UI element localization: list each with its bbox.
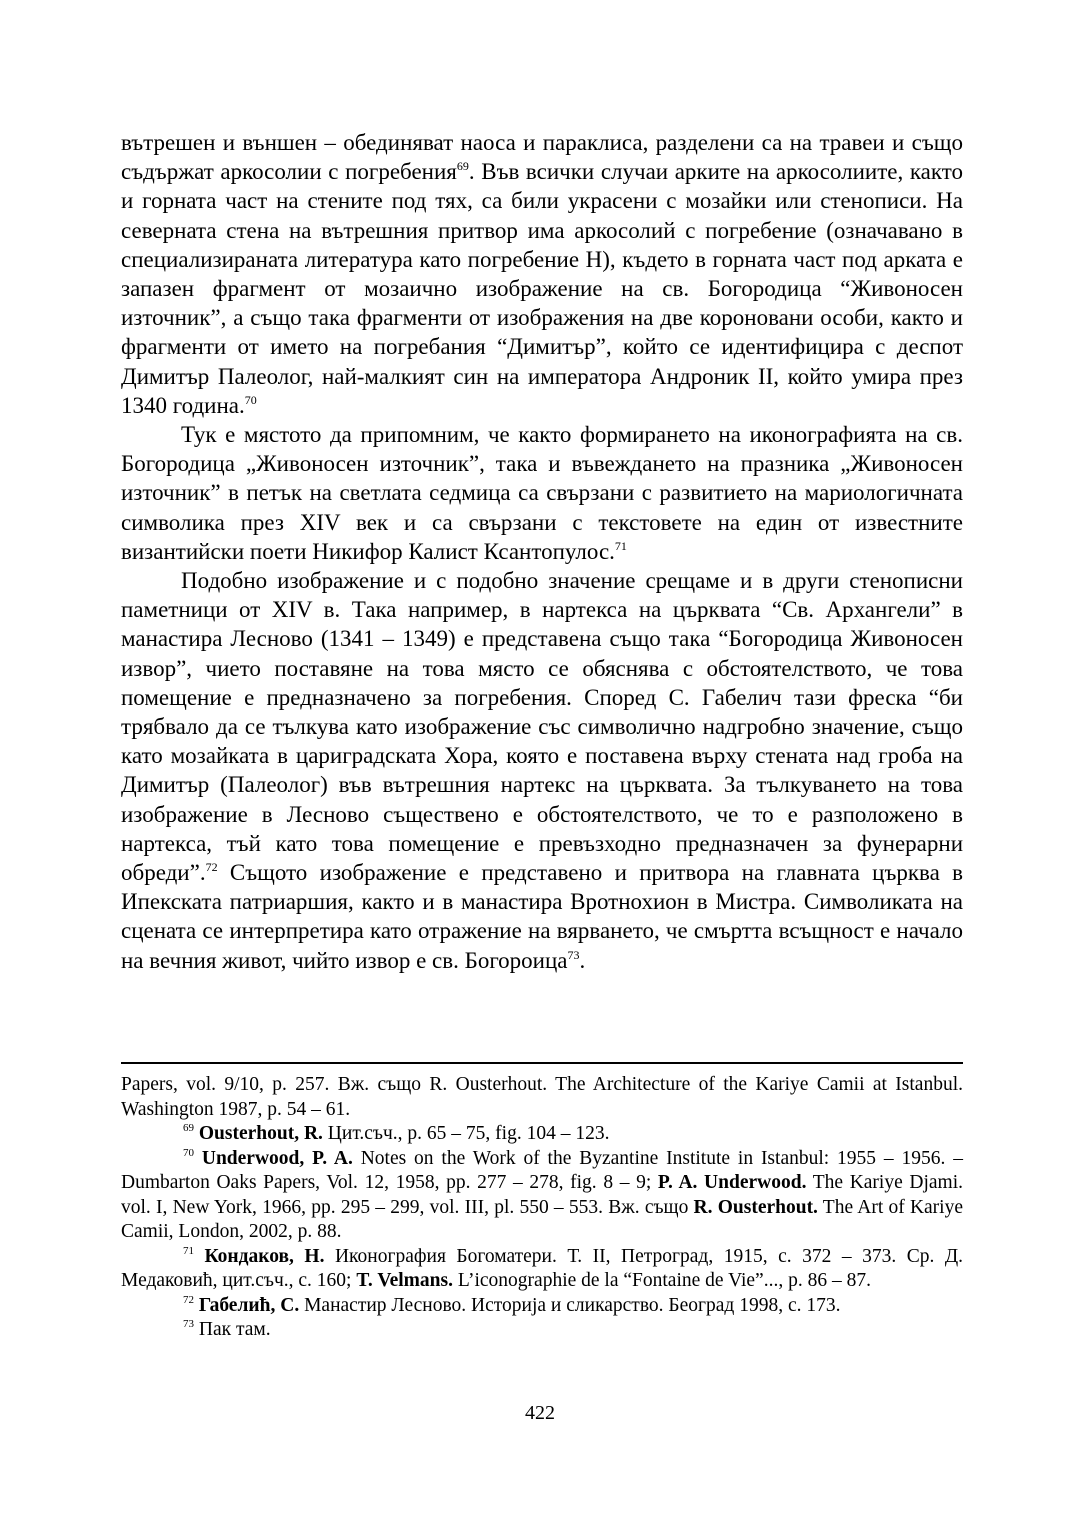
footnote-ref-73: 73 xyxy=(567,947,580,962)
paragraph-1: вътрешен и външен – обединяват наоса и параклиса, разделени са на травеи и също съдържат аркосолии с погребения$^{69}$. Във всички случаи арките на аркосолиите, както и горната част на стените под тях, са били украсени с мозайки или стенописи. На северната стена на вътрешния притвор има аркосолий с погребение (означавано в специализираната литература като погребение Н), където в горната част под арката е запазен фрагмент от мозаично изображение на св. Богородица “Живоносен източник”, а също така фрагменти от изображения на две короновани особи, както и фрагменти от името на погребания “Димитър”, който се идентифицира с деспот Димитър Палеолог, най-малкият син на императора Андроник II, който умира през 1340 година.$^{70}$ xyxy=(121,130,963,418)
main-text xyxy=(121,128,963,975)
footnote-continuation: Papers, vol. 9/10, p. 257. Вж. също R. Ousterhout. The Architecture of the Kariye Camii at Istanbul. Washington 1987, p. 54 – 61. xyxy=(121,1074,963,1120)
footnote-70: $^{70}$ Underwood, P. A. Notes on the Work of the Byzantine Institute in Istanbul: 1955 – 1956. – Dumbarton Oaks Papers, Vol. 12, 1958, pp. 277 – 278, fig. 8 – 9; P. A. Underwood. The Kariye Djami. vol. I, New York, 1966, pp. 295 – 299, vol. III, pl. 550 – 553. Вж. също R. Ousterhout. The Art of Kariye Camii, London, 2002, p. 88. xyxy=(121,1146,964,1242)
footnotes xyxy=(121,1073,963,1343)
page-number: 422 xyxy=(525,1402,555,1424)
footnote-72: $^{72}$ Габелић, С. Манастир Лесново. Историја и сликарство. Београд 1998, с. 173. xyxy=(183,1293,841,1316)
footnote-73: $^{73}$ Пак там. xyxy=(183,1318,271,1340)
footnote-ref-72: 72 xyxy=(205,860,218,875)
footnote-separator xyxy=(121,1062,963,1064)
footnote-ref-69: 69 xyxy=(456,159,469,174)
footnote-ref-70: 70 xyxy=(244,392,257,407)
paragraph-3: Подобно изображение и с подобно значение срещаме и в други стенописни паметници от XIV в. Така например, в нартекса на църквата “Св. Архангели” в манастира Лесново (1341 – 1349) е представена също така “Богородица Живоносен извор”, чието поставяне на това място се обяснява с обстоятелството, че това помещение е предназначено за погребения. Според С. Габелич тази фреска “би трябвало да се тълкува като изображение със символично надгробно значение, също като мозайката в цариградската Хора, която е поставена върху стената над гроба на Димитър (Палеолог) във вътрешния нартекс на църквата. За тълкуването на това изображение в Лесново съществено е обстоятелството, че то е разположено в нартекса, тъй като това помещение е превъзходно предназначен за фунерарни обреди”.$^{72}$ Същото изображение е представено и притвора на главната църква в Ипекската патриаршия, както и в манастира Вротнохион в Мистра. Символиката на сцената се интерпретира като отражение на вярването, че смъртта всъщност е начало на вечния живот, чийто извор е св. Богороица$^{73}$. xyxy=(121,568,963,973)
footnote-ref-71: 71 xyxy=(614,538,627,553)
footnote-71: $^{71}$ Кондаков, Н. Иконография Богоматери. Т. II, Петроград, 1915, с. 372 – 373. Ср. Д. Медаковић, цит.съч., с. 160; T. Velmans. L’iconographie de la “Fontaine de Vie”..., p. 86 – 87. xyxy=(121,1244,964,1291)
footnote-69: $^{69}$ Ousterhout, R. Цит.съч., p. 65 – 75, fig. 104 – 123. xyxy=(183,1122,610,1144)
paragraph-2: Тук е мястото да припомним, че както формирането на иконографията на св. Богородица „Живоносен източник”, така и въвеждането на празника „Живоносен източник” в петък на светлата седмица са свързани с развитието на мариологичната символика през XIV век и са свързани с текстовете на един от известните византийски поети Никифор Калист Ксантопулос.$^{71}$ xyxy=(121,422,963,564)
